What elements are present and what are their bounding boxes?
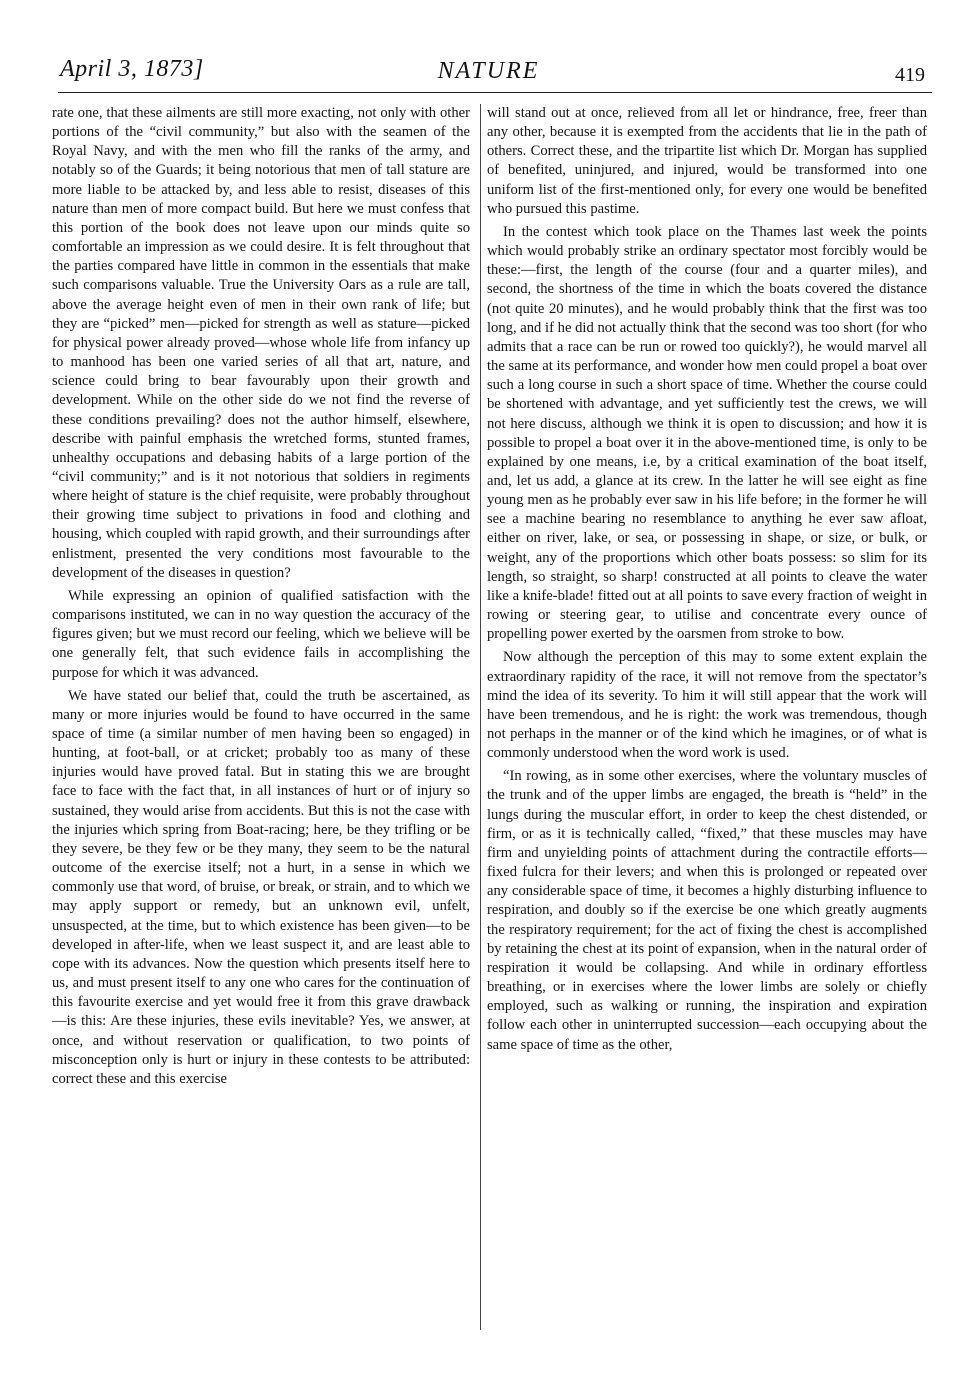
paragraph: rate one, that these ailments are still more exacting, not only with other portions of the “civil community,” but also with the seamen of the Royal Navy, and with the men who fill the ranks of the army, and notably so of the Guards; it being notorious that men of tall stature are more liable to be attacked by, and less able to resist, diseases of this nature than men of more compact build. But here we must confess that this portion of the book does not leave upon our minds quite so comfortable an impression as we could desire. It is felt throughout that the parties compared have little in common in the essentials that make such comparisons valuable. True the University Oars as a rule are tall, above the average height even of men in their own rank of life; but they are “picked” men—picked for strength as well as stature—picked for physical power already proved—whose whole life from infancy up to manhood has been one varied series of all that art, nature, and science could bring to bear favourably upon their growth and development. While on the other side do we not find the reverse of these conditions prevailing? does not the author himself, elsewhere, describe with painful emphasis the wretched forms, stunted frames, unhealthy occupations and debasing habits of a large portion of the “civil community;” and is it not notorious that soldiers in regiments where height of stature is the chief requisite, were probably throughout their growing time subject to privations in food and clothing and housing, which coupled with rapid growth, and their surroundings after enlistment, presented the very conditions most favourable to the development of the diseases in question? bbox=[52, 105, 470, 581]
paragraph: “In rowing, as in some other exercises, where the voluntary muscles of the trunk and of the upper limbs are engaged, the breath is “held” in the lungs during the muscular effort, in order to keep the chest distended, or firm, or as it is technically called, “fixed,” that these muscles may have firm and unyielding points of attachment during the contractile efforts—fixed fulcra for their levers; and when this is prolonged or repeated over any considerable space of time, it becomes a highly disturbing influence to respiration, and doubly so if the exercise be one which greatly augments the respiratory requirement; for the act of fixing the chest is accomplished by retaining the chest at its point of expansion, when in the natural order of respiration it would be collapsing. And while in ordinary effortless breathing, or in exercises where the lower limbs are solely or chiefly employed, such as walking or running, the inspiration and expiration follow each other in uninterrupted succession—each occupying about the same space of time as the other, bbox=[487, 768, 927, 1053]
paragraph: We have stated our belief that, could the truth be ascertained, as many or more injuries would be found to have occurred in the same space of time (a similar number of men having been so engaged) in hunting, at foot-ball, or at cricket; probably too as many of these injuries would have proved fatal. But in stating this we are brought face to face with the fact that, in all instances of hurt or of injury so sustained, they would arise from accidents. But this is not the case with the injuries which spring from Boat-racing; here, be they trifling or be they severe, be they few or be they many, they seem to be the natural outcome of the exercise itself; not a hurt, in a sense in which we commonly use that word, of bruise, or break, or strain, and to which we may apply support or remedy, but an unknown evil, unfelt, unsuspected, at the time, but to which existence has been given—to be developed in after-life, when we least suspect it, and are least able to cope with its advances. Now the question which presents itself here to us, and must present itself to any one who cares for the continuation of this favourite exercise and yet would free it from this grave drawback—is this: Are these injuries, these evils inevitable? Yes, we answer, at once, and without reservation or qualification, to two points of misconception only is hurt or injury in these contests to be attributed: correct these and this exercise bbox=[52, 687, 470, 1087]
issue-date: April 3, 1873] bbox=[60, 56, 204, 82]
page-number: 419 bbox=[895, 64, 925, 86]
paragraph: will stand out at once, relieved from all let or hindrance, free, freer than any other, because it is exempted from the accidents that lie in the path of others. Correct these, and the tripartite list which Dr. Morgan has supplied of benefited, uninjured, and injured, would be transformed into one uniform list of the first-mentioned only, for every one would be benefited who pursued this pastime. bbox=[487, 105, 927, 217]
right-column bbox=[487, 104, 927, 1055]
header-rule bbox=[58, 92, 932, 93]
column-divider bbox=[480, 104, 481, 1330]
paragraph: In the contest which took place on the Thames last week the points which would probably strike an ordinary spectator most forcibly would be these:—first, the length of the course (four and a quarter miles), and second, the shortness of the time in which the boats covered the distance (not quite 20 minutes), and he would probably think that the first was too long, and if he did not actually think that the second was too short (for who admits that a race can be run or rowed too quickly?), he would marvel all the same at its performance, and wonder how men could propel a boat over such a long course in such a short space of time. Whether the course could be shortened with advantage, and yet sufficiently test the crews, we will not here discuss, although we think it is open to discussion; and how it is possible to propel a boat over it in the above-mentioned time, is only to be explained by one means, i.e, by a critical examination of the boat itself, and, let us add, a glance at its crew. In the latter he will see eight as fine young men as he probably ever saw in his life before; in the former he will see a machine bearing no resemblance to anything he ever saw afloat, either on river, lake, or sea, or possessing in shape, or size, or bulk, or weight, any of the proportions which other boats possess: so slim for its length, so straight, so sharp! constructed at all points to cleave the water like a knife-blade! fitted out at all points to save every fraction of weight in rowing or steering gear, to utilise and concentrate every ounce of propelling power exerted by the oarsmen from stroke to bow. bbox=[487, 223, 927, 643]
paragraph: Now although the perception of this may to some extent explain the extraordinary rapidity of the race, it will not remove from the spectator’s mind the idea of its severity. To him it will still appear that the work will have been tremendous, and he is right: the work was tremendous, though not perhaps in the manner or of the kind which he imagines, or of what is commonly understood when the word work is used. bbox=[487, 649, 927, 762]
journal-title: NATURE bbox=[437, 58, 540, 84]
paragraph: While expressing an opinion of qualified satisfaction with the comparisons instituted, we can in no way question the accuracy of the figures given; but we must record our feeling, which we believe will be one generally felt, that such evidence fails in accomplishing the purpose for which it was advanced. bbox=[52, 587, 470, 681]
running-header bbox=[46, 54, 931, 90]
left-column bbox=[52, 104, 470, 1089]
